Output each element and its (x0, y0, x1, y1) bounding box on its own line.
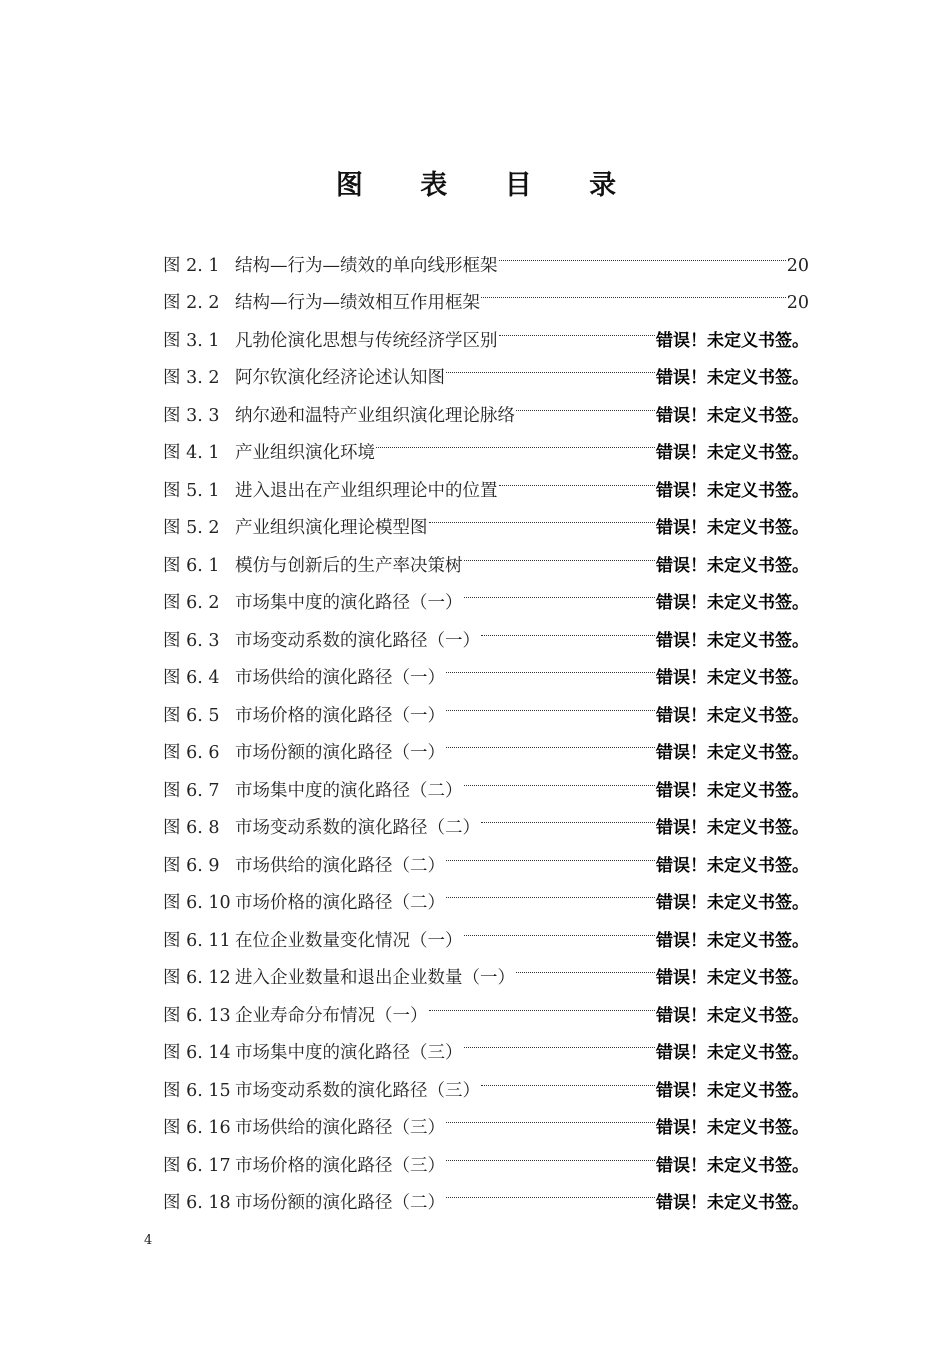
figure-caption: 纳尔逊和温特产业组织演化理论脉络 (235, 405, 515, 426)
figure-caption: 企业寿命分布情况（一） (235, 1005, 428, 1026)
table-of-figures (163, 233, 809, 1213)
page-title: 图 表 目 录 (335, 170, 641, 201)
page-number: 4 (144, 1233, 153, 1248)
dot-leader (463, 908, 657, 946)
figure-number: 图 2. 2 (163, 293, 220, 313)
bookmark-error-text: 错误！未定义书签。 (656, 1080, 809, 1101)
figure-caption: 模仿与创新后的生产率决策树 (235, 555, 463, 576)
figure-caption: 市场供给的演化路径（二） (235, 855, 445, 876)
dot-leader (445, 1171, 656, 1209)
dot-leader (480, 1058, 656, 1096)
figure-caption: 市场集中度的演化路径（一） (235, 593, 463, 613)
bookmark-error-text: 错误！未定义书签。 (656, 555, 809, 576)
dot-leader (463, 571, 657, 609)
figure-number: 图 5. 2 (163, 518, 220, 538)
figure-caption: 市场集中度的演化路径（三） (235, 1043, 463, 1063)
dot-leader (445, 346, 656, 384)
bookmark-error-text: 错误！未定义书签。 (656, 1155, 809, 1176)
figure-number: 图 6. 6 (163, 743, 220, 763)
figure-number: 图 6. 3 (163, 630, 220, 651)
bookmark-error-text: 错误！未定义书签。 (656, 1193, 809, 1213)
bookmark-error-text: 错误！未定义书签。 (656, 1118, 809, 1138)
figure-caption: 市场价格的演化路径（三） (235, 1155, 445, 1176)
figure-number: 图 6. 4 (163, 668, 220, 688)
figure-caption: 市场价格的演化路径（一） (235, 705, 445, 726)
bookmark-error-text: 错误！未定义书签。 (656, 630, 809, 651)
dot-leader (445, 1096, 656, 1134)
figure-number: 图 6. 16 (163, 1118, 231, 1138)
figure-number: 图 6. 1 (163, 555, 220, 576)
bookmark-error-text: 错误！未定义书签。 (656, 855, 809, 876)
dot-leader (445, 833, 656, 871)
figure-number: 图 6. 14 (163, 1043, 231, 1063)
bookmark-error-text: 错误！未定义书签。 (656, 968, 809, 988)
bookmark-error-text: 错误！未定义书签。 (656, 1043, 809, 1063)
figure-caption: 在位企业数量变化情况（一） (235, 930, 463, 951)
figure-number: 图 6. 12 (163, 968, 231, 988)
figure-number: 图 6. 5 (163, 705, 220, 726)
figure-caption: 结构—行为—绩效相互作用框架 (235, 293, 480, 313)
bookmark-error-text: 错误！未定义书签。 (656, 480, 809, 501)
figure-number: 图 2. 1 (163, 255, 220, 276)
figure-number: 图 6. 15 (163, 1080, 231, 1101)
bookmark-error-text: 错误！未定义书签。 (656, 593, 809, 613)
bookmark-error-text: 错误！未定义书签。 (656, 668, 809, 688)
figure-caption: 凡勃伦演化思想与传统经济学区别 (235, 330, 498, 351)
figure-caption: 进入退出在产业组织理论中的位置 (235, 480, 498, 501)
bookmark-error-text: 错误！未定义书签。 (656, 780, 809, 801)
dot-leader (445, 683, 656, 721)
dot-leader (428, 496, 657, 534)
dot-leader (480, 796, 656, 834)
page-reference: 20 (786, 293, 809, 313)
figure-number: 图 3. 1 (163, 330, 220, 351)
dot-leader (498, 308, 657, 346)
bookmark-error-text: 错误！未定义书签。 (656, 930, 809, 951)
figure-number: 图 6. 7 (163, 780, 220, 801)
figure-caption: 市场供给的演化路径（三） (235, 1118, 445, 1138)
figure-number: 图 6. 8 (163, 818, 220, 838)
bookmark-error-text: 错误！未定义书签。 (656, 368, 809, 388)
dot-leader (515, 383, 656, 421)
figure-number: 图 6. 18 (163, 1193, 231, 1213)
figure-caption: 市场价格的演化路径（二） (235, 893, 445, 913)
dot-leader (445, 721, 656, 759)
dot-leader (445, 1133, 656, 1171)
bookmark-error-text: 错误！未定义书签。 (656, 818, 809, 838)
figure-caption: 市场份额的演化路径（二） (235, 1193, 445, 1213)
figure-number: 图 6. 13 (163, 1005, 231, 1026)
dot-leader (445, 871, 656, 909)
figure-number: 图 6. 11 (163, 930, 231, 951)
dot-leader (498, 458, 657, 496)
figure-caption: 市场变动系数的演化路径（二） (235, 818, 480, 838)
figure-number: 图 5. 1 (163, 480, 220, 501)
dot-leader (463, 1021, 657, 1059)
figure-number: 图 6. 10 (163, 893, 231, 913)
figure-number: 图 3. 2 (163, 368, 220, 388)
figure-number: 图 4. 1 (163, 443, 220, 463)
figure-number: 图 6. 9 (163, 855, 220, 876)
figure-number: 图 6. 2 (163, 593, 220, 613)
bookmark-error-text: 错误！未定义书签。 (656, 330, 809, 351)
figure-caption: 产业组织演化环境 (235, 443, 375, 463)
figure-caption: 市场变动系数的演化路径（一） (235, 630, 480, 651)
figure-caption: 市场变动系数的演化路径（三） (235, 1080, 480, 1101)
dot-leader (480, 608, 656, 646)
page-reference: 20 (786, 255, 809, 276)
bookmark-error-text: 错误！未定义书签。 (656, 705, 809, 726)
bookmark-error-text: 错误！未定义书签。 (656, 743, 809, 763)
dot-leader (515, 946, 656, 984)
figure-caption: 阿尔钦演化经济论述认知图 (235, 368, 445, 388)
bookmark-error-text: 错误！未定义书签。 (656, 405, 809, 426)
figure-caption: 市场份额的演化路径（一） (235, 743, 445, 763)
bookmark-error-text: 错误！未定义书签。 (656, 1005, 809, 1026)
dot-leader (463, 758, 657, 796)
figure-caption: 进入企业数量和退出企业数量（一） (235, 968, 515, 988)
toc-entry[interactable] (163, 233, 809, 276)
dot-leader (375, 421, 656, 459)
figure-caption: 市场供给的演化路径（一） (235, 668, 445, 688)
figure-caption: 市场集中度的演化路径（二） (235, 780, 463, 801)
dot-leader (480, 271, 787, 309)
dot-leader (498, 233, 787, 271)
dot-leader (428, 983, 657, 1021)
bookmark-error-text: 错误！未定义书签。 (656, 893, 809, 913)
bookmark-error-text: 错误！未定义书签。 (656, 518, 809, 538)
figure-caption: 结构—行为—绩效的单向线形框架 (235, 255, 498, 276)
dot-leader (463, 533, 657, 571)
figure-caption: 产业组织演化理论模型图 (235, 518, 428, 538)
figure-number: 图 6. 17 (163, 1155, 231, 1176)
figure-number: 图 3. 3 (163, 405, 220, 426)
dot-leader (445, 646, 656, 684)
bookmark-error-text: 错误！未定义书签。 (656, 443, 809, 463)
